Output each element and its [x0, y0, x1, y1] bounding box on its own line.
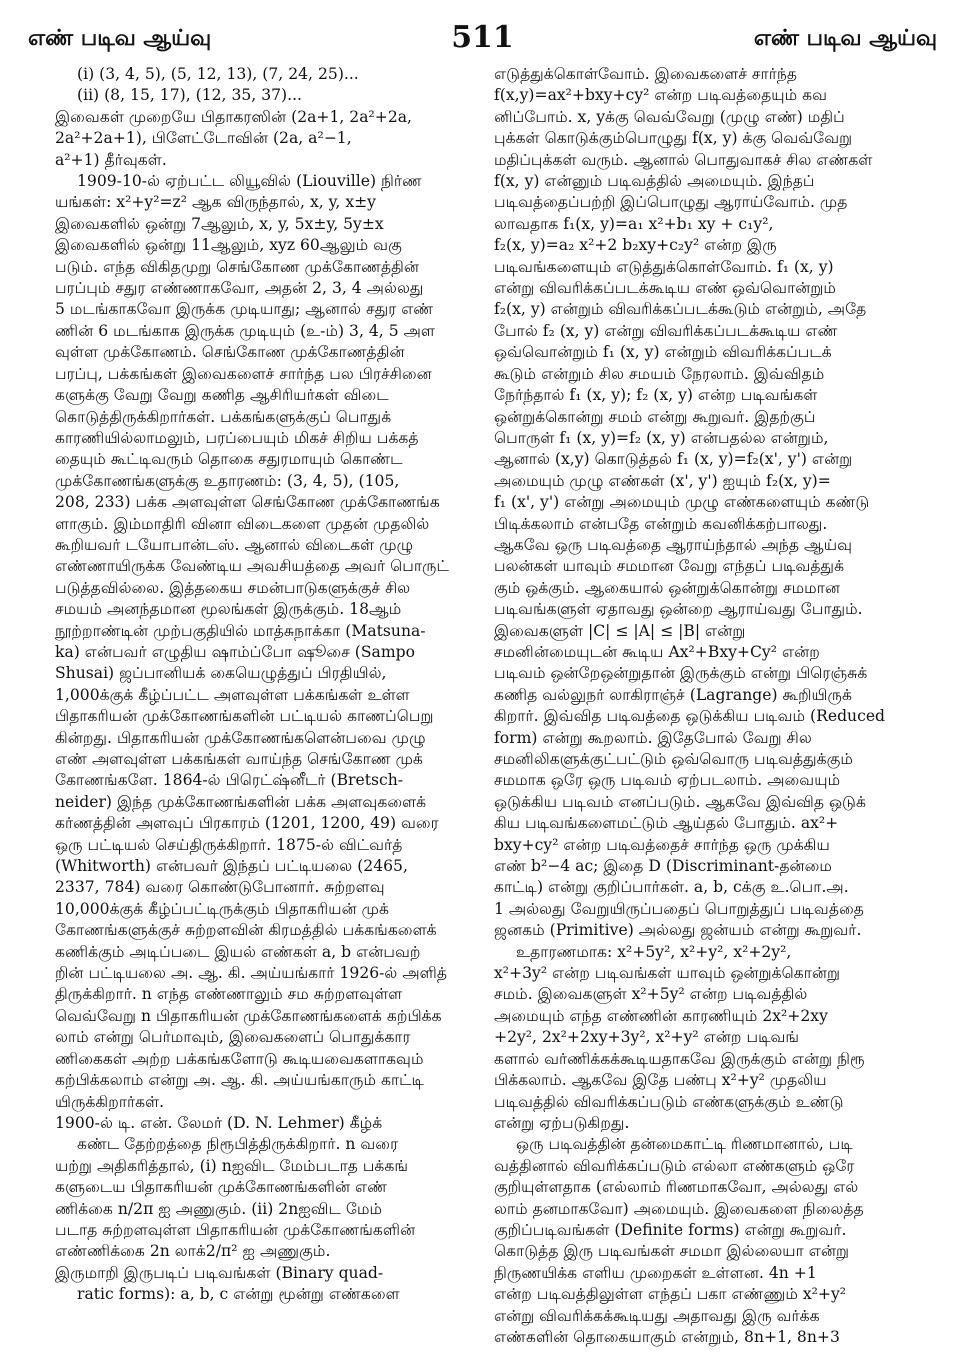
text-line: னிப்போம். x, yக்கு வெவ்வேறு (முழு எண்) மதிப் [494, 107, 845, 126]
text-line: ratic forms): a, b, c என்று மூன்று எண்களை [77, 1285, 400, 1304]
text-line: ணிக்கை n/2π ஐ அணுகும். (ii) 2nஐவிட மேம் [55, 1199, 383, 1218]
text-line: காரணியில்லாமலும், பரப்பையும் மிகச் சிறிய பக்கத் [55, 428, 419, 447]
text-line: எண்களின் தொகையாகும் என்றும், 8n+1, 8n+3 [494, 1327, 840, 1346]
text-line: படிவம் ஒன்றேஒன்றுதான் இருக்கும் என்று பிரெஞ்சுக் [494, 664, 868, 683]
text-line: சமமாக ஒரே ஒரு படிவம் ஏற்படலாம். அவையும் [494, 771, 841, 790]
text-line: இவைகளுள் |C| ≤ |A| ≤ |B| என்று [494, 621, 746, 640]
text-line: நேர்ந்தால் f₁ (x, y); f₂ (x, y) என்ற படிவங்கள் [494, 386, 818, 405]
text-line: குறியுள்ளதாக (எல்லாம் ரிணமாகவோ, அல்லது எல் [494, 1178, 859, 1197]
text-line: 1900-ல் டி. என். லேமர் (D. N. Lehmer) கீழ்க் [55, 1113, 383, 1132]
text-line: x²+3y² என்ற படிவங்கள் யாவும் ஒன்றுக்கொன்று [494, 964, 841, 983]
text-line: படாத சுற்றளவுள்ள பிதாகரியன் முக்கோணங்களின் [55, 1220, 416, 1239]
text-line: இவைகளில் ஒன்று 11ஆலும், xyz 60ஆலும் வகு [55, 236, 402, 255]
text-line: இவைகளில் ஒன்று 7ஆலும், x, y, 5x±y, 5y±x [55, 214, 384, 233]
text-line: 1 அல்லது வேறுயிருப்பதைப் பொறுத்துப் படிவத்தை [494, 899, 864, 918]
text-line: யங்கள்: x²+y²=z² ஆக விருந்தால், x, y, x±y [55, 193, 376, 212]
text-line: சமனின்மையுடன் கூடிய Ax²+Bxy+Cy² என்ற [494, 642, 820, 661]
text-line: கொடுத்த இரு படிவங்கள் சமமா இல்லையா என்று [494, 1242, 850, 1261]
text-line: f(x, y) என்னும் படிவத்தில் அமையும். இந்தப் [494, 172, 815, 191]
text-line: என்று விவரிக்கக்கூடியது அதாவது இரு வர்க்க [494, 1306, 820, 1325]
text-line: 1,000க்குக் கீழ்ப்பட்ட அளவுள்ள பக்கங்கள் உள்ள [55, 685, 410, 704]
text-line: +2y², 2x²+2xy+3y², x²+y² என்ற படிவங் [494, 1028, 800, 1047]
text-line: ஒவ்வொன்றும் f₁ (x, y) என்றும் விவரிக்கப்படக் [494, 343, 832, 362]
text-line: தையும் கூட்டிவரும் தொகை சதுரமாயும் கொண்ட [55, 450, 403, 469]
text-line: எண் b²−4 ac; இதை D (Discriminant-தன்மை [494, 857, 832, 876]
text-line: ளாகும். இம்மாதிரி வினா விடைகளை முதன் முதலில் [55, 514, 430, 533]
text-line: இருமாறி இருபடிப் படிவங்கள் (Binary quad- [55, 1263, 384, 1282]
text-line: நிருணயிக்க எளிய முறைகள் உள்ளன. 4n +1 [494, 1263, 817, 1282]
text-line: 2a²+2a+1), பிளேட்டோவின் (2a, a²−1, [55, 129, 352, 148]
text-line: f(x,y)=ax²+bxy+cy² என்ற படிவத்தையும் கவ [494, 86, 828, 105]
text-line: 2337, 784) வரை கொண்டுபோனார். சுற்றளவு [55, 878, 385, 897]
text-line: (Whitworth) என்பவர் இந்தப் பட்டியலை (2465, [55, 857, 408, 876]
text-line: அமையும் முழு எண்கள் (x', y') ஐயும் f₂(x, y)= [494, 471, 831, 490]
text-line: சமம். இவைகளுள் x²+5y² என்ற படிவத்தில் [494, 985, 808, 1004]
text-line: ஆகவே ஒரு படிவத்தை ஆராய்ந்தால் அந்த ஆய்வு [494, 535, 853, 554]
text-line: படிவங்களையும் எடுத்துக்கொள்வோம். f₁ (x, y) [494, 257, 834, 276]
text-line: கூறியவர் டயோபான்டஸ். ஆனால் விடைகள் முழு [55, 535, 414, 554]
text-line: கோணங்களுக்குச் சுற்றளவின் கிரமத்தில் பக்கங்களைக் [55, 921, 437, 940]
text-line: முக்கோணங்களுக்கு உதாரணம்: (3, 4, 5), (105, [55, 471, 400, 490]
text-line: லாவதாக f₁(x, y)=a₁ x²+b₁ xy + c₁y², [494, 214, 774, 233]
text-line: கூடும் என்றும் சில சமயம் நேரலாம். இவ்விதம் [494, 364, 825, 383]
text-line: கிய படிவங்களைமட்டும் ஆய்தல் போதும். ax²+ [494, 814, 839, 833]
page-number: 511 [451, 20, 514, 55]
text-line: பொருள் f₁ (x, y)=f₂ (x, y) என்பதல்ல என்றும், [494, 428, 829, 447]
text-line: கும் ஒக்கும். ஆகையால் ஒன்றுக்கொன்று சமமான [494, 578, 840, 597]
text-line: புக்கள் கொடுக்கும்பொழுது f(x, y) க்கு வெவ்வேறு [494, 129, 853, 148]
text-line: இவைகள் முறையே பிதாகரஸின் (2a+1, 2a²+2a, [55, 107, 413, 126]
text-line: லாம் தனமாகவோ) அமையும். இவைகளை நிலைத்த [494, 1199, 864, 1218]
text-line: பிடிக்கலாம் என்பதே என்றும் கவனிக்கற்பாலது. [494, 514, 828, 533]
text-line: உதாரணமாக: x²+5y², x²+y², x²+2y², [516, 942, 792, 961]
text-line: யற்று அதிகரித்தால், (i) nஐவிட மேம்படாத பக்கங் [55, 1156, 409, 1175]
text-line: நூற்றாண்டின் முற்பகுதியில் மாத்சுநாக்கா (Matsuna- [55, 621, 426, 640]
text-line: குறிப்படிவங்கள் (Definite forms) என்று கூறுவர். [494, 1220, 847, 1239]
text-line: neider) இந்த முக்கோணங்களின் பக்க அளவுகளைக் [55, 792, 427, 811]
text-line: லாம் என்று பெர்மாவும், இவைகளைப் பொதுக்கார [55, 1028, 411, 1047]
text-line: களால் வர்ணிக்கக்கூடியதாகவே இருக்கும் என்று நிரூ [494, 1049, 865, 1068]
page-header [28, 20, 937, 60]
text-line: ஜனகம் (Primitive) அல்லது ஜன்யம் என்று கூறுவர். [494, 921, 862, 940]
text-line: f₂(x, y) என்றும் விவரிக்கப்படக்கூடும் என்றும், அதே [494, 300, 867, 319]
text-line: கற்பிக்கலாம் என்று அ. ஆ. கி. அய்யங்காரும் காட்டி [55, 1071, 424, 1090]
text-line: வத்தினால் விவரிக்கப்படும் எல்லா எண்களும் ஒரே [494, 1156, 855, 1175]
text-line: என்ற படிவத்திலுள்ள எந்தப் பகா எண்ணும் x²+y² [494, 1285, 847, 1304]
text-line: ஆனால் (x,y) கொடுத்தல் f₁ (x, y)=f₂(x', y') என்று [494, 450, 853, 469]
text-line: கர்ணத்தின் அளவுப் பிரகாரம் (1201, 1200, 49) வரை [55, 814, 439, 833]
text-line: கண்ட தேற்றத்தை நிரூபித்திருக்கிறார். n வரை [77, 1135, 399, 1154]
text-line: a²+1) தீர்வுகள். [55, 150, 167, 169]
text-line: Shusai) ஜப்பானியக் கையெழுத்துப் பிரதியில், [55, 664, 387, 683]
text-line: கோணங்களே. 1864-ல் பிரெட்ஷ்னீடர் (Bretsch- [55, 771, 404, 790]
text-line: bxy+cy² என்ற படிவத்தைச் சார்ந்த ஒரு முக்கிய [494, 835, 830, 854]
text-line: form) என்று கூறலாம். இதேபோல் வேறு சில [494, 728, 812, 747]
text-line: என்று ஏற்படுகிறது. [494, 1113, 630, 1132]
text-line: படிவத்தில் விவரிக்கப்படும் எண்களுக்கும் உண்டு [494, 1092, 844, 1111]
text-line: வெவ்வேறு n பிதாகரியன் முக்கோணங்களைக் கற்பிக்க [55, 1006, 442, 1025]
text-line: படிவத்தைப்பற்றி இப்பொழுது ஆராய்வோம். முத [494, 193, 848, 212]
text-line: எடுத்துக்கொள்வோம். இவைகளைச் சார்ந்த [494, 65, 798, 83]
text-line: காட்டி) என்று குறிப்பார்கள். a, b, cக்கு உ.பொ.அ. [494, 878, 849, 897]
text-line: பிதாகரியன் முக்கோணங்களின் பட்டியல் காணப்பெறு [55, 707, 434, 726]
text-line: f₁ (x', y') என்று அமையும் முழு எண்களையும் கண்டு [494, 493, 870, 512]
text-line: மதிப்புக்கள் வரும். ஆனால் பொதுவாகச் சில எண்கள் [494, 150, 873, 169]
text-line: 208, 233) பக்க அளவுள்ள செங்கோண முக்கோணங்க [55, 493, 440, 512]
text-line: கின்றது. பிதாகரியன் முக்கோணங்களென்பவை முழு [55, 728, 426, 747]
text-line: திருக்கிறார். n எந்த எண்ணாலும் சம சுற்றளவுள்ள [55, 985, 403, 1004]
text-line: கொடுத்திருக்கிறார்கள். பக்கங்களுக்குப் பொதுக் [55, 407, 392, 426]
right-column [494, 64, 918, 1348]
text-line: எண்ணிக்கை 2n லாக்2/π² ஐ அணுகும். [55, 1242, 331, 1261]
text-line: பரப்பு, பக்கங்கள் இவைகளைச் சார்ந்த பல பிரச்சினை [55, 364, 432, 383]
running-title-left: எண் படிவ ஆய்வு [28, 26, 212, 51]
text-line: கணித வல்லுநர் லாகிராஞ்ச் (Lagrange) கூறியிருக் [494, 685, 852, 704]
text-line: ஒரு படிவத்தின் தன்மைகாட்டி ரிணமானால், படி [516, 1135, 853, 1154]
text-line: என்று விவரிக்கப்படக்கூடிய எண் ஒவ்வொன்றும் [494, 279, 836, 298]
text-line: எண் அளவுள்ள பக்கங்கள் வாய்ந்த செங்கோண முக் [55, 750, 423, 768]
text-line: எண்ணாயிருக்க வேண்டிய அவசியத்தை அவர் பொருட் [55, 557, 449, 576]
text-line: சமனிலிகளுக்குட்பட்டும் ஒவ்வொரு படிவத்துக்கும் [494, 750, 853, 768]
text-line: கணிக்கும் அடிப்படை இயல் எண்கள் a, b என்பவற் [55, 942, 421, 961]
text-line: படுத்தவில்லை. இத்தகைய சமன்பாடுகளுக்குச் சில [55, 578, 411, 597]
text-line: (ii) (8, 15, 17), (12, 35, 37)... [77, 86, 303, 105]
text-line: பரப்பும் சதுர எண்ணாகவோ, அதன் 2, 3, 4 அல்லது [55, 279, 424, 298]
text-line: ka) என்பவர் எழுதிய ஷாம்ப்போ ஷூசை (Sampo [55, 642, 416, 661]
text-line: அமையும் எந்த எண்ணின் காரணியும் 2x²+2xy [494, 1006, 828, 1025]
text-line: 1909-10-ல் ஏற்பட்ட லியூவில் (Liouville) நிர்ண [77, 172, 422, 191]
text-line: கிறார். இவ்வித படிவத்தை ஒடுக்கிய படிவம் (Reduced [494, 707, 886, 726]
text-line: ஒரு பட்டியல் செய்திருக்கிறார். 1875-ல் விட்வர்த் [55, 835, 403, 854]
text-line: 5 மடங்காகவோ இருக்க முடியாது; ஆனால் சதுர எண் [55, 300, 434, 319]
text-line: வுள்ள முக்கோணம். செங்கோண முக்கோணத்தின் [55, 343, 405, 362]
text-line: படிவங்களுள் ஏதாவது ஒன்றை ஆராய்வது போதும். [494, 600, 863, 619]
text-line: போல் f₂ (x, y) என்று விவரிக்கப்படக்கூடிய எண் [494, 321, 838, 340]
text-line: களுக்கு வேறு வேறு கணித ஆசிரியர்கள் விடை [55, 386, 389, 405]
text-line: யிருக்கிறார்கள். [55, 1092, 165, 1111]
text-line: றின் பட்டியலை அ. ஆ. கி. அய்யங்கார் 1926-ல் அளித் [55, 964, 448, 983]
text-line: f₂(x, y)=a₂ x²+2 b₂xy+c₂y² என்ற இரு [494, 236, 777, 255]
text-line: சமயம் அனந்தமான மூலங்கள் இருக்கும். 18ஆம் [55, 600, 402, 619]
text-line: பலன்கள் யாவும் சமமான வேறு எந்தப் படிவத்துக் [494, 557, 845, 576]
left-column [55, 64, 471, 1306]
running-title-right: எண் படிவ ஆய்வு [753, 26, 937, 51]
text-line: ஒன்றுக்கொன்று சமம் என்று கூறுவர். இதற்குப் [494, 407, 816, 426]
text-line: ணின் 6 மடங்காக இருக்க முடியும் (உ-ம்) 3, 4, 5 அள [55, 321, 435, 340]
text-line: பிக்கலாம். ஆகவே இதே பண்பு x²+y² முதலிய [494, 1071, 827, 1090]
text-line: ணிகைகள் அற்ற பக்கங்களோடு கூடியவைகளாகவும் [55, 1049, 424, 1068]
text-line: ஒடுக்கிய படிவம் எனப்படும். ஆகவே இவ்வித ஒடுக் [494, 792, 866, 811]
text-line: களுடைய பிதாகரியன் முக்கோணங்களின் எண் [55, 1178, 388, 1197]
text-line: 10,000க்குக் கீழ்ப்பட்டிருக்கும் பிதாகரியன் முக் [55, 899, 389, 918]
text-line: (i) (3, 4, 5), (5, 12, 13), (7, 24, 25)... [77, 65, 359, 83]
text-line: படும். எந்த விகிதமுறு செங்கோண முக்கோணத்தின் [55, 257, 420, 276]
